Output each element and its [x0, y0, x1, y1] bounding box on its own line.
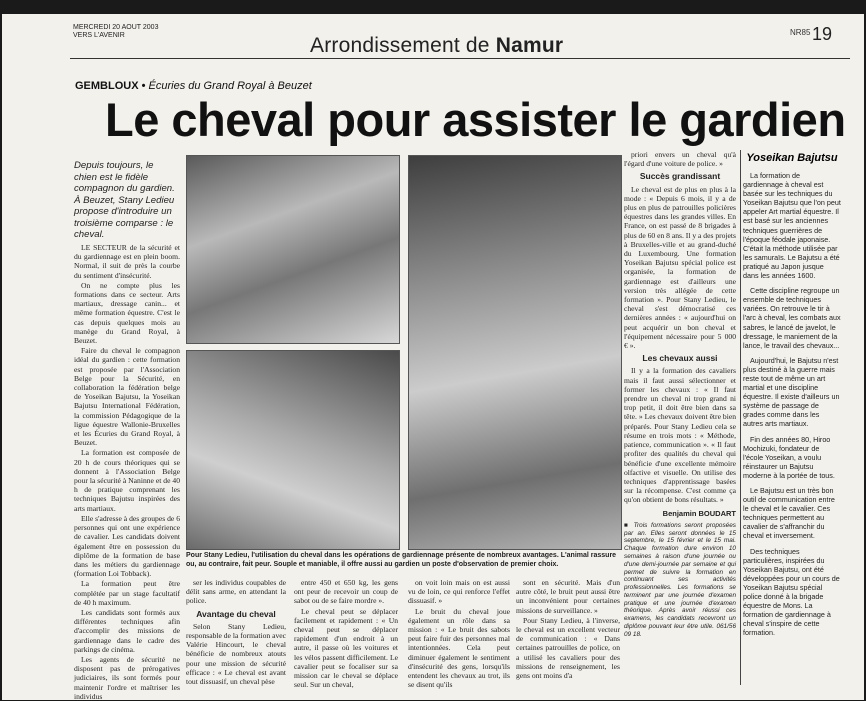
paragraph: sont en sécurité. Mais d'un autre côté, le bruit peut aussi être un inconvénient pour certaines missions de surveillance. »	[516, 578, 620, 615]
article-column-4	[408, 578, 510, 690]
paragraph: Selon Stany Ledieu, responsable de la formation avec Valérie Hincourt, le cheval bénéficie de nombreux atouts pour une mission de sécurité efficace : « Le cheval est avant tout dissuasif, un cheval pèse	[186, 621, 286, 687]
paragraph: ser les individus coupables de délit sans arme, en attendant la police.	[186, 578, 286, 606]
info-note: ■ Trois formations seront proposées par an. Elles seront données le 15 septembre, le 15 février et le 15 mai. Chaque formation dure environ 10 semaines à raison d'une journée ou d'une demi-journée par semaine et qui permet de suivre la formation en continuant ses activités professionnelles. Les formations se terminent par une journée d'examen pratique et une journée d'examen théorique. Après avoir réussi ces examens, les candidats recevront un diplôme pouvant leur être utile. 061/56 09 18.	[624, 521, 736, 638]
photo-rider-baton	[186, 350, 400, 550]
paragraph: Des techniques particulières, inspirées du Yoseikan Bajutsu, ont été développées pour un cours de Yoseikan Bajutsu spécial police donné à la brigade équestre de Mons. La formation de gardiennage à cheval s'inspire de cette formation.	[743, 546, 840, 638]
article-column-5	[516, 578, 620, 683]
section-prefix: Arrondissement de	[310, 34, 496, 57]
article-column-3	[294, 578, 398, 690]
paragraph: Les candidats sont formés aux différentes techniques afin d'accomplir des missions de gardiennage dans le cadre des parkings de cinéma.	[74, 607, 180, 654]
photo-rider-training	[186, 155, 400, 344]
paragraph: on voit loin mais on est aussi vu de loin, ce qui renforce l'effet dissuasif. »	[408, 578, 510, 606]
section-city: Namur	[495, 34, 564, 57]
subhead: Succès grandissant	[639, 171, 721, 182]
section-title	[310, 34, 563, 58]
sidebar-box	[740, 150, 841, 685]
paragraph: Il y a la formation des cavaliers mais il faut aussi sélectionner et former les chevaux : « Il faut prendre un cheval ni trop grand ni trop petit, il doit être bien dans sa tête. » Les chevaux doivent être bien préparés. Pour Stany Ledieu cela se résume en trois mots : « Méthode, patience, communication ». « Il faut profiter des qualités du cheval qui bénéficie d'une excellente mémoire olfactive et visuelle. On utilise des techniques d'apprentissage basées sur la récompense. C'est comme ça qu'on obtient de bons résultats. »	[624, 366, 736, 505]
article-column-1	[74, 243, 180, 701]
sidebar-body	[743, 171, 841, 638]
kicker	[75, 80, 312, 92]
paragraph: Le Bajutsu est un très bon outil de communication entre le cheval et le cavalier. Ces techniques permettent au cavalier de s'affranchir du cheval et inversement.	[743, 486, 835, 541]
byline: Benjamin BOUDART	[662, 508, 736, 518]
paragraph: Pour Stany Ledieu, à l'inverse, le cheval est un excellent vecteur de communication : « Dans certaines patrouilles de police, on a utilisé les cavaliers pour des missions de renseignement, les gens ont moins d'a	[516, 615, 620, 681]
headline: Le cheval pour assister le gardien	[105, 93, 846, 146]
subhead: Les chevaux aussi	[642, 353, 718, 364]
paragraph: Fin des années 80, Hiroo Mochizuki, fondateur de l'école Yoseikan, a voulu réinstaurer un Bajutsu moderne à la portée de tous.	[743, 434, 835, 480]
page-number: 19	[812, 24, 833, 44]
photo-caption: Pour Stany Ledieu, l'utilisation du cheval dans les opérations de gardiennage présente de nombreux avantages. L'animal rassure ou, au contraire, fait peur. Souple et maniable, il offre aussi au gardien un poste d'observation de premier choix.	[186, 552, 617, 568]
paragraph: Les agents de sécurité ne disposent pas de prérogatives judiciaires, ils sont formés pour maintenir l'ordre et maîtriser les individus	[74, 654, 180, 701]
paper-name: VERS L'AVENIR	[73, 32, 125, 39]
paragraph: Faire du cheval le compagnon idéal du gardien : cette formation est proposée par l'Association Belge pour la Sécurité, en collaboration la fédération belge de Yoseikan Bajutsu, la Yoseikan Bajutsu International Fédération, la commission Pédagogique de la ligue équestre Wallonie-Bruxelles et les Écuries du Grand Royal, à Beuzet.	[74, 346, 180, 448]
paragraph: Aujourd'hui, le Bajutsu n'est plus destiné à la guerre mais reste tout de même un art martial et une discipline équestre. Il existe d'ailleurs un système de passage de grades comme dans les autres arts martiaux.	[743, 355, 840, 429]
issue-date	[73, 24, 158, 40]
paragraph: LE SECTEUR de la sécurité et du gardiennage est en plein boom. Normal, il suit de près la courbe du sentiment d'insécurité.	[74, 243, 180, 280]
paragraph: Elle s'adresse à des groupes de 6 personnes qui ont une expérience de cavalier. Les candidats doivent également être en possession du diplôme de la formation de base dans les métiers du gardiennage (formation Loi Tobback).	[74, 513, 180, 579]
header-rule	[70, 58, 850, 59]
article-column-6	[624, 150, 736, 685]
photo-rider-restraint	[408, 155, 622, 550]
paragraph: La formation est composée de 20 h de cours théoriques qui se donnent à l'Association Belge pour la sécurité à Naninne et de 40 h de pratique comprenant les techniques Bajutsu inspirées des arts martiaux.	[74, 448, 180, 513]
paragraph: La formation peut être complétée par un stage facultatif de 40 h maximum.	[74, 579, 180, 607]
article-column-2	[186, 578, 286, 687]
sidebar-title: Yoseikan Bajutsu	[746, 152, 838, 164]
subhead: Avantage du cheval	[196, 608, 276, 619]
kicker-place: GEMBLOUX •	[75, 80, 146, 92]
paragraph: entre 450 et 650 kg, les gens ont peur de recevoir un coup de sabot ou de se faire mordre ».	[294, 578, 398, 606]
paragraph: Le cheval peut se déplacer facilement et rapidement : « Un cheval peut se déplacer rapidement d'un endroit à un autre, il passe où les voitures et les vélos passent difficilement. Le cavalier peut se focaliser sur sa mission car le cheval se déplace seul. Sur un cheval,	[294, 606, 398, 690]
paragraph: La formation de gardiennage à cheval est basée sur les techniques du Yoseikan Bajutsu que l'on peut appeler Art martial équestre. Il est basé sur les anciennes techniques guerrières de l'époque féodale japonaise. C'était la méthode utilisée par les samuraïs. Le Bajutsu a été pratiqué au Japon jusque dans les années 1600.	[743, 171, 841, 281]
paragraph: Le cheval est de plus en plus à la mode : « Depuis 6 mois, il y a de plus en plus de patrouilles policières équestres dans les grandes villes. En France, on est passé de 8 brigades à plus de 60 en 8 ans. Il y a des projets à Bruxelles-ville et au grand-duché du Luxembourg. Une formation Yoseikan Bajutsu spécial police est organisée, la formation de gardiennage est d'ailleurs une version très allégée de cette formation ». Pour Stany Ledieu, le cheval s'est démocratisé ces dernières années : « aujourd'hui on peut acquérir un bon cheval et l'équipement nécessaire pour 5 000 € ».	[624, 184, 736, 351]
lede: Depuis toujours, le chien est le fidèle compagnon du gardien. À Beuzet, Stany Ledieu propose d'introduire un troisième comparse : le cheval.	[74, 160, 175, 240]
paragraph: Le bruit du cheval joue également un rôle dans sa mission : « Le bruit des sabots peut faire fuir des personnes mal intentionnées. Cela peut diminuer également le sentiment d'insécurité des gens, lorsqu'ils entendent les chevaux au trot, ils se disent qu'ils	[408, 606, 510, 690]
date-text: MERCREDI 20 AOUT 2003	[73, 24, 159, 31]
page-code: NR85	[790, 28, 811, 37]
kicker-topic: Écuries du Grand Royal à Beuzet	[148, 80, 312, 92]
paragraph: Cette discipline regroupe un ensemble de techniques variées. On retrouve le tir à l'arc à cheval, les combats aux sabres, le lancé de javelot, le dressage, le maniement de la lance, le travail des chevaux...	[743, 286, 841, 350]
paragraph: priori envers un cheval qu'à l'égard d'une voiture de police. »	[624, 150, 736, 169]
paragraph: On ne compte plus les formations dans ce secteur. Arts martiaux, dressage canin... et même formation équestre. C'est le cas depuis quelques mois au manège du Grand Royal, à Beuzet.	[74, 280, 180, 346]
